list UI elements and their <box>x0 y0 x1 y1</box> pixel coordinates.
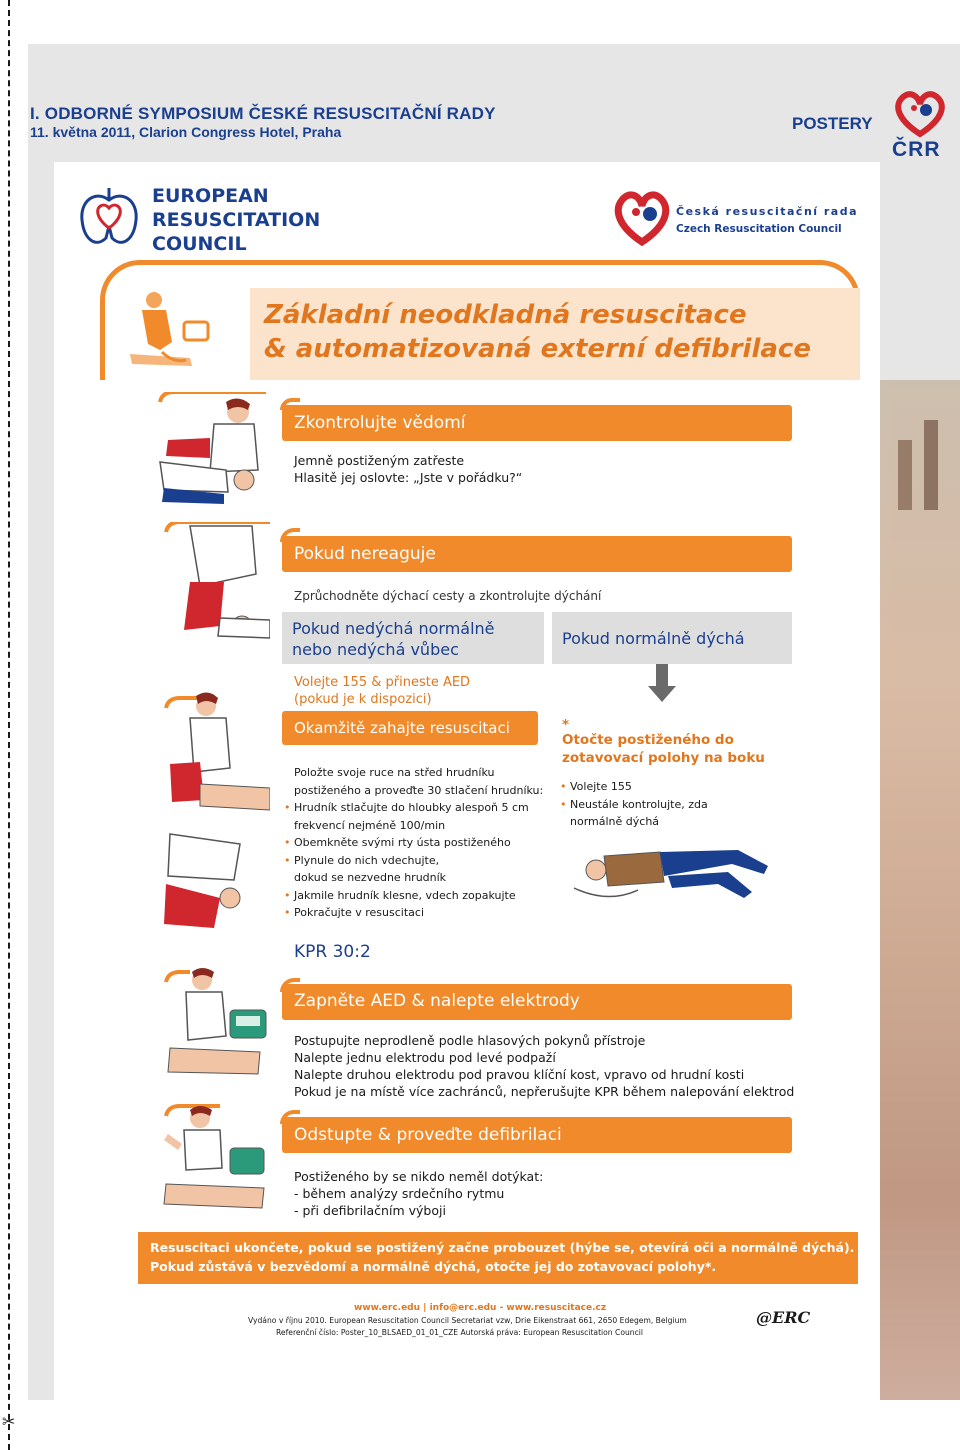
defibrillation-illustration <box>160 1104 270 1214</box>
list-item: postiženého a proveďte 30 stlačení hrudníku: <box>294 783 544 797</box>
footer-reference: Referenční číslo: Poster_10_BLSAED_01_01_CZE Autorská práva: European Resuscitation Council <box>276 1328 644 1337</box>
step-check-response-text: Jemně postiženým zatřeste Hlasitě jej oslovte: „Jste v pořádku?“ <box>294 453 523 485</box>
recovery-position-title: Otočte postiženého do zotavovací polohy na boku <box>562 732 765 766</box>
step-aed-text: Postupujte neprodleně podle hlasových pokynů přístroje Nalepte jednu elektrodu pod levé podpaží Nalepte druhou elektrodu pod pravou klíční kost, vpravo od hrudní kosti Pokud je na místě více zachránců, nepřerušujte KPR během nalepování elektrod <box>294 1033 795 1099</box>
list-item: • Jakmile hrudník klesne, vdech zopakujte <box>284 887 543 905</box>
open-airway-illustration <box>160 522 270 652</box>
erc-mark-logo: @ERC <box>756 1308 811 1327</box>
crr-name-cz: Česká resuscitační rada <box>676 205 859 218</box>
symposium-date: 11. května 2011, Clarion Congress Hotel, Praha <box>30 124 342 140</box>
call-emergency-text: Volejte 155 & přineste AED (pokud je k dispozici) <box>294 675 471 707</box>
cpr-instructions <box>284 764 543 922</box>
cpr-illustration <box>160 684 270 934</box>
arrow-down-icon <box>656 664 668 688</box>
crr-council-logo-icon <box>612 188 674 248</box>
breathing-normally-title: Pokud normálně dýchá <box>562 629 745 648</box>
start-cpr-label: Okamžitě zahajte resuscitaci <box>294 719 510 737</box>
step-defibrillation-text: Postiženého by se nikdo neměl dotýkat: - během analýzy srdečního rytmu - při defibrilačním výboji <box>294 1169 544 1218</box>
footer-links[interactable]: www.erc.edu | info@erc.edu - www.resuscitace.cz <box>354 1303 607 1313</box>
list-item: • Neustále kontrolujte, zda <box>560 796 708 814</box>
airway-instruction: Zprůchodněte dýchací cesty a zkontrolujte dýchání <box>294 589 602 603</box>
list-item: • Volejte 155 <box>560 778 708 796</box>
not-breathing-title: Pokud nedýchá normálně nebo nedýchá vůbec <box>292 619 495 659</box>
scissors-icon: ✂ <box>2 1412 16 1431</box>
asterisk: * <box>562 717 570 733</box>
step-no-response-label: Pokud nereaguje <box>294 544 436 564</box>
final-instruction-line2: Pokud zůstává v bezvědomí a normálně dýchá, otočte jej do zotavovací polohy*. <box>150 1259 717 1274</box>
section-label: POSTERY <box>792 114 873 133</box>
list-item: normálně dýchá <box>570 815 660 828</box>
poster-title: Základní neodkladná resuscitace & automatizovaná externí defibrilace <box>264 300 811 364</box>
recovery-position-illustration <box>568 834 782 914</box>
erc-lungs-logo-icon <box>76 186 142 256</box>
cpr-aed-icon <box>120 286 216 378</box>
symposium-title: I. ODBORNÉ SYMPOSIUM ČESKÉ RESUSCITAČNÍ RADY <box>30 104 496 123</box>
recovery-instructions <box>560 778 708 831</box>
cpr-ratio: KPR 30:2 <box>294 942 371 962</box>
list-item: • Pokračujte v resuscitaci <box>284 904 543 922</box>
list-item: Položte svoje ruce na střed hrudníku <box>294 766 495 779</box>
cut-line <box>8 0 10 1450</box>
erc-name: EUROPEAN RESUSCITATION COUNCIL <box>152 185 321 255</box>
final-instruction-line1: Resuscitaci ukončete, pokud se postižený začne probouzet (hýbe se, otevírá oči a normálně dýchá). <box>150 1240 855 1255</box>
crr-name-en: Czech Resuscitation Council <box>676 223 842 235</box>
side-photo <box>880 380 960 1400</box>
step-aed-label: Zapněte AED & nalepte elektrody <box>294 991 580 1011</box>
check-response-illustration <box>150 392 266 510</box>
crr-logo-text: ČRR <box>892 138 941 161</box>
footer-publisher: Vydáno v říjnu 2010. European Resuscitation Council Secretariat vzw, Drie Eikenstraat 661, 2650 Edegem, Belgium <box>248 1316 687 1325</box>
aed-pads-illustration <box>160 964 270 1088</box>
list-item: • Obemkněte svými rty ústa postiženého <box>284 834 543 852</box>
step-defibrillation-label: Odstupte & proveďte defibrilaci <box>294 1125 562 1145</box>
step-check-response-label: Zkontrolujte vědomí <box>294 413 466 433</box>
list-item: dokud se nezvedne hrudník <box>294 871 447 884</box>
list-item: • Plynule do nich vdechujte, <box>284 852 543 870</box>
list-item: • Hrudník stlačujte do hloubky alespoň 5 cm <box>284 799 543 817</box>
list-item: frekvencí nejméně 100/min <box>294 818 446 832</box>
